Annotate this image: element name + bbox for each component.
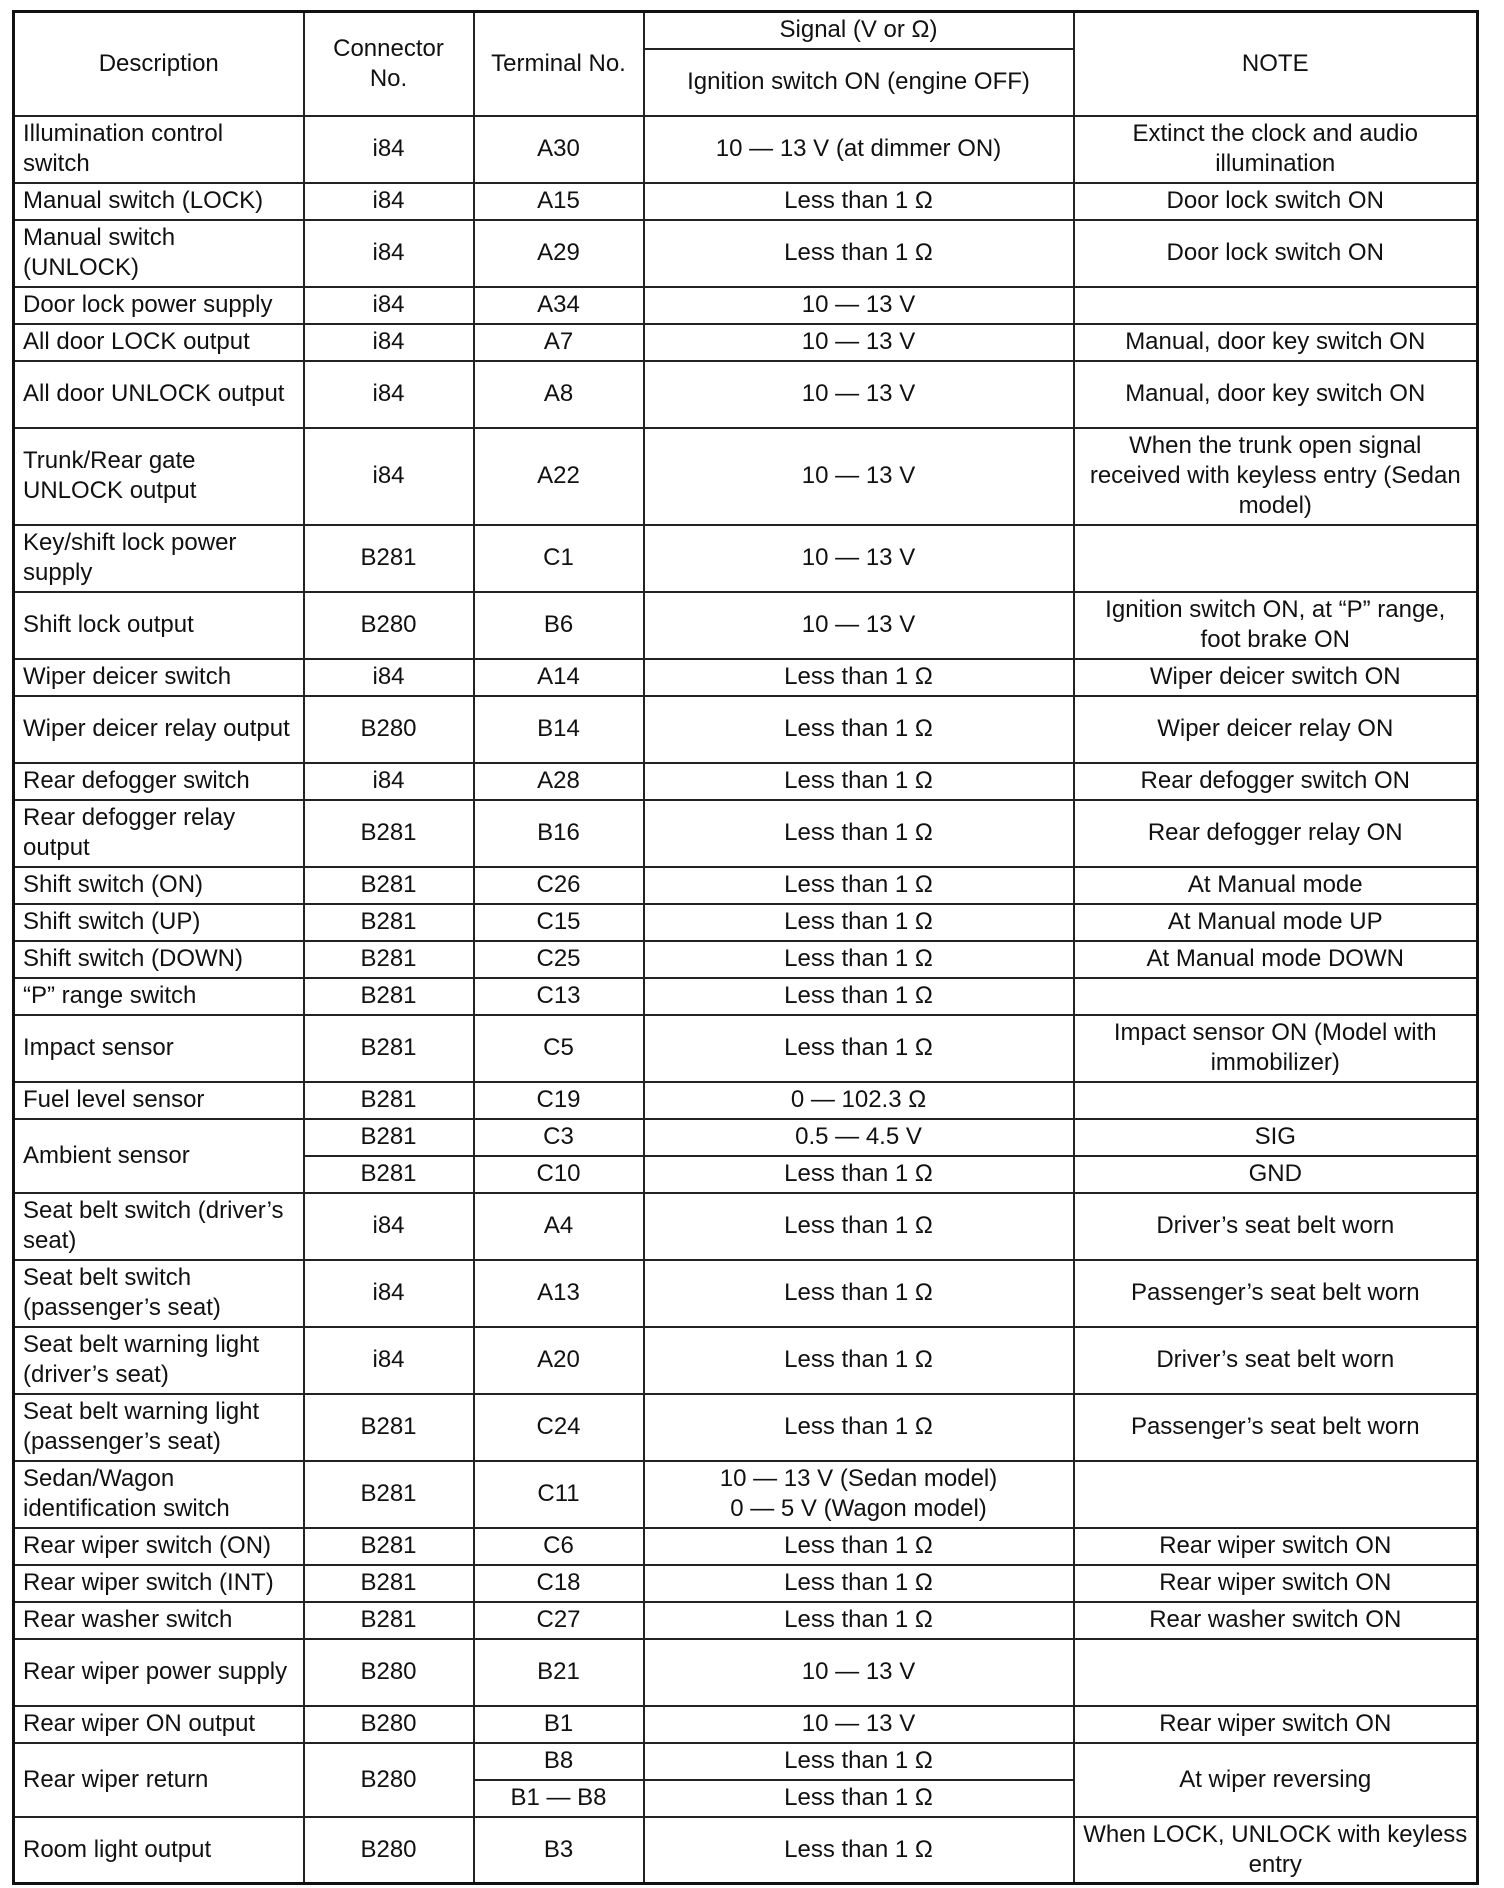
cell-connector: B281: [304, 1528, 474, 1565]
cell-description: “P” range switch: [14, 978, 304, 1015]
table-row: [14, 763, 1478, 800]
cell-description: Fuel level sensor: [14, 1082, 304, 1119]
cell-signal: 10 — 13 V: [644, 361, 1074, 428]
cell-terminal: B8: [474, 1743, 644, 1780]
cell-connector: i84: [304, 116, 474, 183]
cell-signal: Less than 1 Ω: [644, 1394, 1074, 1461]
cell-note: Passenger’s seat belt worn: [1074, 1394, 1478, 1461]
cell-note: Door lock switch ON: [1074, 220, 1478, 287]
cell-description: Seat belt switch (passenger’s seat): [14, 1260, 304, 1327]
cell-terminal: B1: [474, 1706, 644, 1743]
cell-signal: 10 — 13 V: [644, 428, 1074, 525]
header-terminal: Terminal No.: [474, 12, 644, 116]
cell-note: Rear defogger relay ON: [1074, 800, 1478, 867]
cell-signal: Less than 1 Ω: [644, 800, 1074, 867]
cell-terminal: A13: [474, 1260, 644, 1327]
table-row: [14, 1706, 1478, 1743]
cell-connector: B280: [304, 592, 474, 659]
cell-note: [1074, 978, 1478, 1015]
cell-description: Rear wiper ON output: [14, 1706, 304, 1743]
cell-connector: B281: [304, 1565, 474, 1602]
cell-note: When LOCK, UNLOCK with keyless entry: [1074, 1817, 1478, 1884]
cell-description: Shift switch (DOWN): [14, 941, 304, 978]
cell-signal: 0 — 102.3 Ω: [644, 1082, 1074, 1119]
cell-description: Ambient sensor: [14, 1119, 304, 1193]
table-row: [14, 324, 1478, 361]
cell-connector: i84: [304, 659, 474, 696]
cell-terminal: A30: [474, 116, 644, 183]
cell-signal: 10 — 13 V: [644, 324, 1074, 361]
cell-connector: i84: [304, 1327, 474, 1394]
cell-description: Door lock power supply: [14, 287, 304, 324]
cell-connector: B281: [304, 904, 474, 941]
cell-note: When the trunk open signal received with keyless entry (Sedan model): [1074, 428, 1478, 525]
cell-note: [1074, 1082, 1478, 1119]
cell-terminal: B16: [474, 800, 644, 867]
cell-terminal: C26: [474, 867, 644, 904]
cell-note: Rear defogger switch ON: [1074, 763, 1478, 800]
cell-signal: Less than 1 Ω: [644, 659, 1074, 696]
cell-signal: Less than 1 Ω: [644, 1015, 1074, 1082]
cell-note: Manual, door key switch ON: [1074, 361, 1478, 428]
cell-description: Key/shift lock power supply: [14, 525, 304, 592]
table-row: [14, 1602, 1478, 1639]
table-row: [14, 1394, 1478, 1461]
cell-description: Rear defogger switch: [14, 763, 304, 800]
cell-terminal: C1: [474, 525, 644, 592]
cell-description: Seat belt switch (driver’s seat): [14, 1193, 304, 1260]
header-note: NOTE: [1074, 12, 1478, 116]
table-row: [14, 1327, 1478, 1394]
cell-terminal: A34: [474, 287, 644, 324]
table-row: [14, 287, 1478, 324]
cell-connector: i84: [304, 287, 474, 324]
cell-connector: i84: [304, 428, 474, 525]
cell-signal: 10 — 13 V (at dimmer ON): [644, 116, 1074, 183]
cell-connector: B280: [304, 1817, 474, 1884]
cell-note: [1074, 1639, 1478, 1706]
cell-connector: i84: [304, 324, 474, 361]
cell-signal: Less than 1 Ω: [644, 220, 1074, 287]
table-row: [14, 1015, 1478, 1082]
table-row: [14, 361, 1478, 428]
cell-description: Impact sensor: [14, 1015, 304, 1082]
table-row: [14, 800, 1478, 867]
header-description: Description: [14, 12, 304, 116]
header-connector: Connector No.: [304, 12, 474, 116]
spec-sheet: [12, 10, 1476, 1885]
table-row: [14, 1639, 1478, 1706]
table-row: [14, 1565, 1478, 1602]
cell-connector: B281: [304, 1394, 474, 1461]
cell-connector: B280: [304, 696, 474, 763]
cell-note: Door lock switch ON: [1074, 183, 1478, 220]
cell-signal: [644, 1461, 1074, 1528]
cell-terminal: C18: [474, 1565, 644, 1602]
cell-signal: Less than 1 Ω: [644, 1743, 1074, 1780]
cell-terminal: B3: [474, 1817, 644, 1884]
cell-connector: i84: [304, 183, 474, 220]
cell-signal: Less than 1 Ω: [644, 1327, 1074, 1394]
cell-note: Ignition switch ON, at “P” range, foot brake ON: [1074, 592, 1478, 659]
cell-note: At Manual mode: [1074, 867, 1478, 904]
cell-note: Impact sensor ON (Model with immobilizer): [1074, 1015, 1478, 1082]
table-row: [14, 978, 1478, 1015]
table-row: [14, 1193, 1478, 1260]
cell-terminal: B6: [474, 592, 644, 659]
cell-description: Wiper deicer switch: [14, 659, 304, 696]
table-row: [14, 1743, 1478, 1780]
cell-terminal: C13: [474, 978, 644, 1015]
cell-signal: 10 — 13 V: [644, 1639, 1074, 1706]
cell-connector: B281: [304, 1602, 474, 1639]
cell-description: Illumination control switch: [14, 116, 304, 183]
cell-terminal: C27: [474, 1602, 644, 1639]
table-row: [14, 904, 1478, 941]
cell-terminal: B14: [474, 696, 644, 763]
cell-description: All door LOCK output: [14, 324, 304, 361]
cell-terminal: A20: [474, 1327, 644, 1394]
cell-signal: 10 — 13 V: [644, 287, 1074, 324]
table-row: [14, 428, 1478, 525]
cell-description: Sedan/Wagon identification switch: [14, 1461, 304, 1528]
table-row: [14, 1260, 1478, 1327]
cell-description: Manual switch (UNLOCK): [14, 220, 304, 287]
cell-description: Shift switch (ON): [14, 867, 304, 904]
cell-signal: Less than 1 Ω: [644, 1602, 1074, 1639]
cell-note: At Manual mode DOWN: [1074, 941, 1478, 978]
cell-connector: i84: [304, 220, 474, 287]
cell-connector: i84: [304, 361, 474, 428]
cell-description: Shift switch (UP): [14, 904, 304, 941]
cell-signal: Less than 1 Ω: [644, 904, 1074, 941]
cell-signal-line-1: 10 — 13 V (Sedan model): [719, 1465, 998, 1492]
cell-connector: B280: [304, 1706, 474, 1743]
cell-description: Rear washer switch: [14, 1602, 304, 1639]
cell-connector: B281: [304, 1082, 474, 1119]
cell-signal: Less than 1 Ω: [644, 1260, 1074, 1327]
cell-terminal: A15: [474, 183, 644, 220]
cell-description: Manual switch (LOCK): [14, 183, 304, 220]
cell-description: All door UNLOCK output: [14, 361, 304, 428]
cell-note: Wiper deicer relay ON: [1074, 696, 1478, 763]
cell-signal: 10 — 13 V: [644, 525, 1074, 592]
cell-connector: i84: [304, 1193, 474, 1260]
cell-connector: B280: [304, 1639, 474, 1706]
table-row: [14, 1119, 1478, 1156]
cell-signal: 0.5 — 4.5 V: [644, 1119, 1074, 1156]
cell-description: Rear wiper switch (ON): [14, 1528, 304, 1565]
cell-connector: B280: [304, 1743, 474, 1817]
cell-signal: Less than 1 Ω: [644, 763, 1074, 800]
cell-note: Wiper deicer switch ON: [1074, 659, 1478, 696]
cell-terminal: B21: [474, 1639, 644, 1706]
cell-connector: B281: [304, 525, 474, 592]
cell-signal: Less than 1 Ω: [644, 1780, 1074, 1817]
terminal-spec-table: [12, 10, 1479, 1885]
cell-signal: Less than 1 Ω: [644, 1193, 1074, 1260]
cell-terminal: A14: [474, 659, 644, 696]
table-row: [14, 696, 1478, 763]
cell-signal: Less than 1 Ω: [644, 1565, 1074, 1602]
cell-note: Extinct the clock and audio illumination: [1074, 116, 1478, 183]
table-row: [14, 1082, 1478, 1119]
table-row: [14, 220, 1478, 287]
cell-terminal: C15: [474, 904, 644, 941]
cell-note: [1074, 287, 1478, 324]
cell-connector: B281: [304, 800, 474, 867]
cell-description: Wiper deicer relay output: [14, 696, 304, 763]
cell-terminal: C19: [474, 1082, 644, 1119]
cell-description: Trunk/Rear gate UNLOCK output: [14, 428, 304, 525]
table-row: [14, 867, 1478, 904]
cell-note: SIG: [1074, 1119, 1478, 1156]
cell-signal: Less than 1 Ω: [644, 1528, 1074, 1565]
cell-signal: Less than 1 Ω: [644, 1156, 1074, 1193]
cell-note: Passenger’s seat belt worn: [1074, 1260, 1478, 1327]
table-row: [14, 592, 1478, 659]
cell-terminal: A7: [474, 324, 644, 361]
header-signal: Signal (V or Ω): [644, 12, 1074, 49]
cell-connector: i84: [304, 763, 474, 800]
cell-terminal: C25: [474, 941, 644, 978]
cell-note: At wiper reversing: [1074, 1743, 1478, 1817]
header-condition: Ignition switch ON (engine OFF): [644, 49, 1074, 116]
cell-connector: B281: [304, 1015, 474, 1082]
table-row: [14, 525, 1478, 592]
table-row: [14, 183, 1478, 220]
table-row: [14, 1461, 1478, 1528]
cell-note: Rear wiper switch ON: [1074, 1706, 1478, 1743]
cell-signal: Less than 1 Ω: [644, 978, 1074, 1015]
cell-connector: i84: [304, 1260, 474, 1327]
cell-terminal: C3: [474, 1119, 644, 1156]
cell-connector: B281: [304, 1119, 474, 1156]
cell-terminal: A8: [474, 361, 644, 428]
cell-terminal: A29: [474, 220, 644, 287]
cell-note: GND: [1074, 1156, 1478, 1193]
cell-connector: B281: [304, 978, 474, 1015]
cell-connector: B281: [304, 867, 474, 904]
cell-description: Rear wiper return: [14, 1743, 304, 1817]
cell-note: At Manual mode UP: [1074, 904, 1478, 941]
cell-description: Seat belt warning light (driver’s seat): [14, 1327, 304, 1394]
cell-terminal: B1 — B8: [474, 1780, 644, 1817]
cell-note: Driver’s seat belt worn: [1074, 1327, 1478, 1394]
cell-description: Rear wiper power supply: [14, 1639, 304, 1706]
header-row-1: [14, 12, 1478, 49]
cell-terminal: A22: [474, 428, 644, 525]
cell-signal: 10 — 13 V: [644, 1706, 1074, 1743]
cell-connector: B281: [304, 941, 474, 978]
cell-description: Rear wiper switch (INT): [14, 1565, 304, 1602]
cell-note: Rear wiper switch ON: [1074, 1528, 1478, 1565]
cell-terminal: C6: [474, 1528, 644, 1565]
table-row: [14, 659, 1478, 696]
cell-signal: Less than 1 Ω: [644, 183, 1074, 220]
cell-note: Rear wiper switch ON: [1074, 1565, 1478, 1602]
cell-terminal: C10: [474, 1156, 644, 1193]
cell-terminal: C11: [474, 1461, 644, 1528]
cell-note: Rear washer switch ON: [1074, 1602, 1478, 1639]
cell-description: Rear defogger relay output: [14, 800, 304, 867]
cell-signal: Less than 1 Ω: [644, 941, 1074, 978]
cell-note: [1074, 1461, 1478, 1528]
cell-signal: Less than 1 Ω: [644, 1817, 1074, 1884]
cell-terminal: A4: [474, 1193, 644, 1260]
cell-note: Manual, door key switch ON: [1074, 324, 1478, 361]
cell-note: Driver’s seat belt worn: [1074, 1193, 1478, 1260]
cell-signal: 10 — 13 V: [644, 592, 1074, 659]
cell-connector: B281: [304, 1156, 474, 1193]
table-row: [14, 1528, 1478, 1565]
cell-terminal: C24: [474, 1394, 644, 1461]
cell-description: Shift lock output: [14, 592, 304, 659]
cell-description: Seat belt warning light (passenger’s seat): [14, 1394, 304, 1461]
table-row: [14, 941, 1478, 978]
cell-signal-line-2: 0 — 5 V (Wagon model): [730, 1495, 987, 1522]
table-row: [14, 1817, 1478, 1884]
cell-note: [1074, 525, 1478, 592]
cell-connector: B281: [304, 1461, 474, 1528]
cell-terminal: A28: [474, 763, 644, 800]
cell-signal: Less than 1 Ω: [644, 867, 1074, 904]
cell-terminal: C5: [474, 1015, 644, 1082]
cell-description: Room light output: [14, 1817, 304, 1884]
table-row: [14, 116, 1478, 183]
cell-signal: Less than 1 Ω: [644, 696, 1074, 763]
